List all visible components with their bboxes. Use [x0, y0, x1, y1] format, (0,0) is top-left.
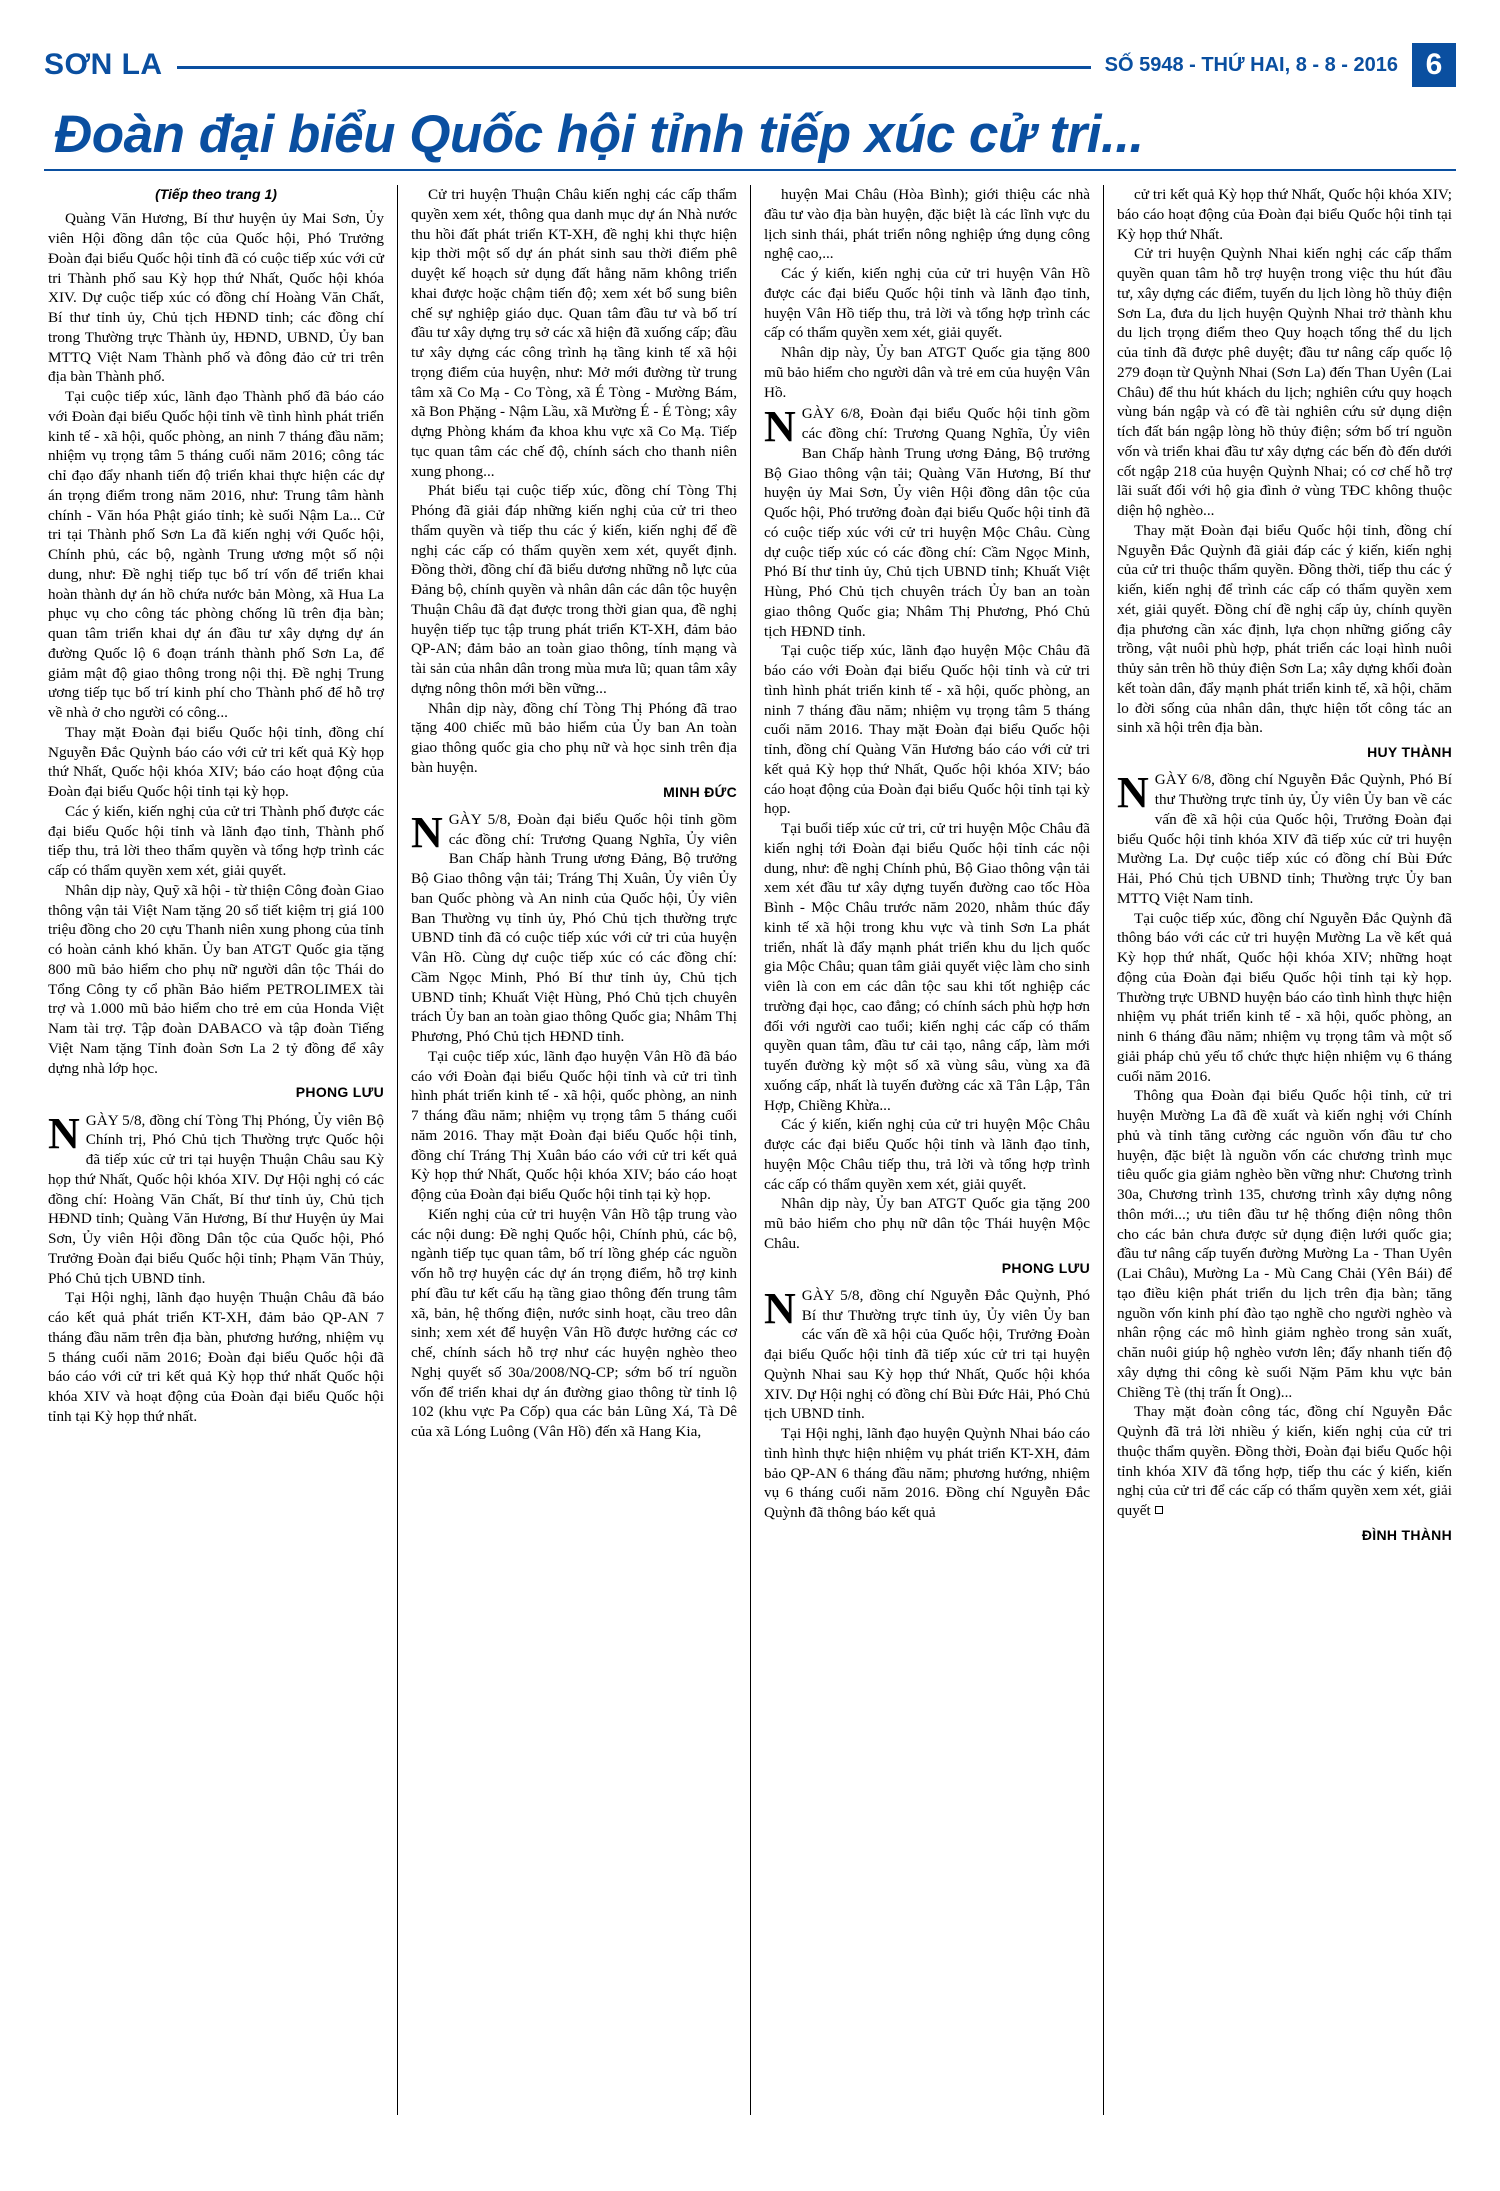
- paragraph: [764, 1194, 1090, 1253]
- article-lead-paragraph: [411, 807, 737, 1047]
- page-number: 6: [1412, 43, 1456, 87]
- paragraph-text: cử tri kết quả Kỳ họp thứ Nhất, Quốc hội khóa XIV; báo cáo hoạt động của Đoàn đại biểu Quốc hội tỉnh tại Kỳ họp thứ Nhất.: [1117, 186, 1452, 243]
- paragraph: [1117, 1086, 1452, 1402]
- headline-divider: [44, 169, 1456, 171]
- paragraph: [764, 343, 1090, 402]
- paragraph-text: Kiến nghị của cử tri huyện Vân Hồ tập trung vào các nội dung: Đề nghị Quốc hội, Chính phủ, các bộ, ngành tiếp tục quan tâm, bố trí lồng ghép các nguồn vốn hỗ trợ huyện các dự án trọng điểm, hỗ trợ kinh phí đầu tư kết cấu hạ tầng giao thông đến trung tâm xã, bản, hệ thống điện, nước sinh hoạt, cầu treo dân sinh; xem xét để huyện Vân Hồ được hưởng các cơ chế, chính sách hỗ trợ như các huyện nghèo theo Nghị quyết số 30a/2008/NQ-CP; sớm bố trí nguồn vốn để triển khai dự án đường giao thông từ tỉnh lộ 102 (khu vực Pa Cốp) qua các bản Lũng Xá, Tà Dê của xã Lóng Luông (Vân Hồ) đến xã Hang Kia,: [411, 1205, 737, 1441]
- paragraph: [1117, 521, 1452, 738]
- column-1: [44, 185, 397, 2115]
- article-byline: HUY THÀNH: [1367, 744, 1452, 761]
- column-4: [1103, 185, 1456, 2115]
- paragraph: [48, 209, 384, 387]
- column-2: [397, 185, 750, 2115]
- paragraph-text: GÀY 6/8, Đoàn đại biểu Quốc hội tỉnh gồm các đồng chí: Trương Quang Nghĩa, Ủy viên Ban Chấp hành Trung ương Đảng, Bộ trưởng Bộ Giao thông vận tải; Quàng Văn Hương, Bí thư huyện ủy Mai Sơn, Ủy viên Hội đồng dân tộc của Quốc hội, Phó trưởng đoàn đại biểu Quốc hội tỉnh đã có cuộc tiếp xúc với cử tri huyện Mộc Châu. Cùng dự cuộc tiếp xúc có các đồng chí: Cầm Ngọc Minh, Phó Bí thư tỉnh ủy, Chủ tịch UBND tỉnh; Khuất Việt Hùng, Phó Chủ tịch chuyên trách Ủy ban an toàn giao thông Quốc gia; Nhâm Thị Phương, Phó Chủ tịch HĐND tỉnh.: [764, 405, 1090, 640]
- drop-cap: N: [764, 402, 796, 452]
- masthead-divider: [177, 66, 1091, 69]
- article-lead-paragraph: [1117, 770, 1452, 908]
- paragraph-text: Nhân dịp này, Ủy ban ATGT Quốc gia tặng 800 mũ bảo hiểm cho người dân và trẻ em của huyện Vân Hồ.: [764, 344, 1090, 401]
- issue-info: SỐ 5948 - THỨ HAI, 8 - 8 - 2016: [1104, 53, 1398, 76]
- article-byline: PHONG LƯU: [1001, 1259, 1090, 1276]
- paragraph: [1117, 909, 1452, 1087]
- paragraph-text: Quàng Văn Hương, Bí thư huyện ủy Mai Sơn, Ủy viên Hội đồng dân tộc của Quốc hội, Phó Trưởng Đoàn đại biểu Quốc hội tỉnh đã có cuộc tiếp xúc với cử tri Thành phố sau Kỳ họp thứ Nhất, Quốc hội khóa XIV. Dự cuộc tiếp xúc có đồng chí Hoàng Văn Chất, Bí thư tỉnh ủy, Chủ tịch HĐND tỉnh; các đồng chí trong Thường trực Thành ủy, HĐND, UBND, Ủy ban MTTQ Việt Nam Thành phố và đông đảo cử tri trên địa bàn Thành phố.: [48, 210, 384, 386]
- drop-cap: N: [1117, 768, 1149, 818]
- paragraph: [764, 264, 1090, 343]
- article-byline: MINH ĐỨC: [663, 783, 737, 800]
- paragraph-text: GÀY 5/8, đồng chí Tòng Thị Phóng, Ủy viên Bộ Chính trị, Phó Chủ tịch Thường trực Quốc hội đã tiếp xúc cử tri tại huyện Thuận Châu sau Kỳ họp thứ Nhất, Quốc hội khóa XIV. Dự Hội nghị có các đồng chí: Hoàng Văn Chất, Bí thư tỉnh ủy, Chủ tịch HĐND tỉnh; Quàng Văn Hương, Bí thư Huyện ủy Mai Sơn, Ủy viên Hội đồng Dân tộc của Quốc hội, Phó Trưởng Đoàn đại biểu Quốc hội tỉnh; Phạm Văn Thủy, Phó Chủ tịch UBND tỉnh.: [48, 1111, 384, 1287]
- paragraph: [411, 481, 737, 698]
- paragraph-text: Phát biểu tại cuộc tiếp xúc, đồng chí Tòng Thị Phóng đã giải đáp những kiến nghị của cử tri theo thẩm quyền và tiếp thu các ý kiến, kiến nghị để đề nghị các cấp có thẩm quyền xem xét, quyết định. Đồng thời, đồng chí đã biểu dương những nỗ lực của Đảng bộ, chính quyền và nhân dân các dân tộc huyện Thuận Châu đã đạt được trong thời gian qua, đề nghị huyện tiếp tục tập trung phát triển KT-XH, đảm bảo QP-AN; đảm bảo an toàn giao thông, tính mạng và tài sản của nhân dân trong mùa mưa lũ; quan tâm xây dựng nông thôn mới bền vững...: [411, 482, 737, 697]
- continued-note: (Tiếp theo trang 1): [155, 186, 277, 203]
- article-columns: [44, 185, 1456, 2115]
- publication-title: SƠN LA: [44, 48, 163, 81]
- paragraph-text: Tại Hội nghị, lãnh đạo huyện Thuận Châu đã báo cáo kết quả phát triển KT-XH, đảm bảo QP-AN 7 tháng đầu năm trên địa bàn, phương hướng, nhiệm vụ 5 tháng cuối năm 2016; Đoàn đại biểu Quốc hội đã báo cáo với cử tri kết quả Kỳ họp thứ nhất Quốc hội khóa XIV và hoạt động của Đoàn đại biểu Quốc hội tỉnh tại Kỳ họp thứ nhất.: [48, 1289, 384, 1425]
- masthead: [44, 38, 1456, 92]
- paragraph-text: Nhân dịp này, đồng chí Tòng Thị Phóng đã trao tặng 400 chiếc mũ bảo hiểm của Ủy ban An toàn giao thông quốc gia cho phụ nữ và học sinh trên địa bàn huyện.: [411, 699, 737, 776]
- paragraph-text: Thay mặt Đoàn đại biểu Quốc hội tỉnh, đồng chí Nguyễn Đắc Quỳnh đã giải đáp các ý kiến, kiến nghị của cử tri thuộc thẩm quyền. Đồng thời, tiếp thu các ý kiến, kiến nghị để trình các cấp có thẩm quyền xem xét, giải quyết. Đồng chí đề nghị cấp ủy, chính quyền địa phương cần xác định, lựa chọn những giống cây trồng, vật nuôi phù hợp, phát triển các loại hình nuôi thủy sản trên hồ thủy điện Sơn La; xây dựng khối đoàn kết toàn dân, đẩy mạnh phát triển kinh tế, xã hội, chăm lo đời sống của nhân dân, thực hiện tốt công tác an sinh xã hội trên địa bàn.: [1117, 521, 1452, 737]
- paragraph-text: Cử tri huyện Quỳnh Nhai kiến nghị các cấp thẩm quyền quan tâm hỗ trợ huyện trong việc thu hút đầu tư, xây dựng các điểm, tuyến du lịch lòng hồ thủy điện Sơn La, đưa du lịch huyện Quỳnh Nhai trở thành khu du lịch trọng điểm theo Quy hoạch tổng thể du lịch của tỉnh đã được phê duyệt; đầu tư nâng cấp quốc lộ 279 đoạn từ Quỳnh Nhai (Sơn La) đến Than Uyên (Lai Châu) để thu hút khách du lịch; nghiên cứu quy hoạch vùng bán ngập và có đề tài nghiên cứu sử dụng diện tích đất bán ngập lòng hồ thủy điện; sớm bố trí nguồn vốn và triển khai đầu tư xây dựng các bến đò đến dưới cốt ngập 218 của huyện Quỳnh Nhai; có cơ chế hỗ trợ lãi suất đối với hộ gia đình ở vùng TĐC không thuộc diện hộ nghèo...: [1117, 245, 1452, 520]
- paragraph: [411, 699, 737, 778]
- paragraph-text: Các ý kiến, kiến nghị của cử tri huyện Mộc Châu được các đại biểu Quốc hội tỉnh và lãnh đạo tỉnh, huyện Mộc Châu tiếp thu, trả lời và tổng hợp trình các cấp có thẩm quyền xem xét, giải quyết.: [764, 1116, 1090, 1193]
- paragraph: [48, 881, 384, 1079]
- paragraph-text: Tại cuộc tiếp xúc, đồng chí Nguyễn Đắc Quỳnh đã thông báo với các cử tri huyện Mường La về kết quả Kỳ họp thứ nhất, Quốc hội khóa XIV; những hoạt động của Đoàn đại biểu Quốc hội tỉnh tại kỳ họp. Thường trực UBND huyện báo cáo tình hình thực hiện nhiệm vụ phát triển kinh tế - xã hội, quốc phòng, an ninh 6 tháng đầu năm; nhiệm vụ trọng tâm và một số giải pháp chủ yếu tổ chức thực hiện nhiệm vụ 6 tháng cuối năm 2016.: [1117, 909, 1452, 1085]
- paragraph: [48, 1288, 384, 1426]
- paragraph-text: Tại cuộc tiếp xúc, lãnh đạo huyện Vân Hồ đã báo cáo với Đoàn đại biểu Quốc hội tỉnh và cử tri tình hình phát triển kinh tế - xã hội, quốc phòng, an ninh 7 tháng đầu năm; nhiệm vụ trọng tâm 5 tháng cuối năm 2016. Thay mặt Đoàn đại biểu Quốc hội tỉnh, đồng chí Tráng Thị Xuân báo cáo với cử tri kết quả Kỳ họp thứ Nhất, Quốc hội khóa XIV; báo cáo hoạt động của Đoàn đại biểu Quốc hội tỉnh tại kỳ họp.: [411, 1047, 737, 1204]
- paragraph-text: Thay mặt đoàn công tác, đồng chí Nguyễn Đắc Quỳnh đã trả lời nhiều ý kiến, kiến nghị của cử tri thuộc thẩm quyền. Đồng thời, Đoàn đại biểu Quốc hội tỉnh khóa XIV đã tổng hợp, tiếp thu các ý kiến, kiến nghị của cử tri để các cấp có thẩm quyền xem xét, giải quyết: [1117, 1403, 1452, 1520]
- paragraph: [48, 802, 384, 881]
- paragraph: [411, 185, 737, 481]
- paragraph: [48, 387, 384, 723]
- paragraph-text: Các ý kiến, kiến nghị của cử tri huyện Vân Hồ được các đại biểu Quốc hội tỉnh và lãnh đạo tỉnh, huyện Vân Hồ tiếp thu, trả lời và tổng hợp trình các cấp có thẩm quyền xem xét, giải quyết.: [764, 265, 1090, 342]
- article-byline: PHONG LƯU: [295, 1084, 384, 1101]
- paragraph-text: Thông qua Đoàn đại biểu Quốc hội tỉnh, cử tri huyện Mường La đã đề xuất và kiến nghị với Chính phủ và tỉnh tăng cường các nguồn vốn đầu tư cho huyện, đặc biệt là nguồn vốn các chương trình mục tiêu quốc gia giảm nghèo bền vững như: Chương trình 30a, Chương trình 135, chương trình xây dựng nông thôn mới...; ưu tiên đầu tư hệ thống điện nông thôn cho các bản chưa được sử dụng điện lưới quốc gia; đầu tư nâng cấp tuyến đường Mường La - Than Uyên (Lai Châu), Mường La - Mù Cang Chải (Yên Bái) để tạo điều kiện phát triển du lịch trên địa bàn; tăng nguồn vốn kinh phí đào tạo nghề cho người nghèo và nhân rộng các mô hình giảm nghèo trong sản xuất, chăn nuôi giúp hộ nghèo vươn lên; đẩy nhanh tiến độ xây dựng thi công kè suối Nặm Păm khu vực bản Chiềng Tè (thị trấn Ít Ong)...: [1117, 1087, 1452, 1401]
- paragraph-text: Thay mặt Đoàn đại biểu Quốc hội tỉnh, đồng chí Nguyễn Đắc Quỳnh báo cáo với cử tri kết quả Kỳ họp thứ Nhất, Quốc hội khóa XIV; báo cáo hoạt động của Đoàn đại biểu Quốc hội tỉnh tại kỳ họp.: [48, 723, 384, 801]
- paragraph-text: Nhân dịp này, Ủy ban ATGT Quốc gia tặng 200 mũ bảo hiểm cho phụ nữ dân tộc Thái huyện Mộc Châu.: [764, 1195, 1090, 1252]
- paragraph-text: GÀY 5/8, Đoàn đại biểu Quốc hội tỉnh gồm các đồng chí: Trương Quang Nghĩa, Ủy viên Ban Chấp hành Trung ương Đảng, Bộ trưởng Bộ Giao thông vận tải; Tráng Thị Xuân, Ủy viên Ủy ban Quốc phòng và An ninh của Quốc hội, Ủy viên Ban Thường vụ tỉnh ủy, Phó Chủ tịch thường trực UBND tỉnh đã có cuộc tiếp xúc với cử tri của huyện Vân Hồ. Cùng dự cuộc tiếp xúc có các đồng chí: Cầm Ngọc Minh, Phó Bí thư tỉnh ủy, Chủ tịch UBND tỉnh; Khuất Việt Hùng, Phó Chủ tịch chuyên trách Ủy ban an toàn giao thông Quốc gia; Nhâm Thị Phương, Phó Chủ tịch HĐND tỉnh.: [411, 810, 737, 1046]
- paragraph: [764, 641, 1090, 819]
- drop-cap: N: [411, 807, 443, 857]
- article-lead-paragraph: [764, 404, 1090, 641]
- paragraph: [411, 1205, 737, 1442]
- article-lead-paragraph: [48, 1108, 384, 1289]
- paragraph: [764, 1424, 1090, 1523]
- drop-cap: N: [764, 1283, 796, 1333]
- paragraph: [1117, 244, 1452, 521]
- paragraph: [1117, 185, 1452, 244]
- paragraph-text: Tại cuộc tiếp xúc, lãnh đạo Thành phố đã báo cáo với Đoàn đại biểu Quốc hội tỉnh về tình hình phát triển kinh tế - xã hội, quốc phòng, an ninh 7 tháng đầu năm; nhiệm vụ trọng tâm 5 tháng cuối năm 2016; công tác chỉ đạo đẩy nhanh tiến độ triển khai thực hiện các dự án trọng điểm trong năm 2016, như: Trung tâm hành chính - Văn hóa Phật giáo tỉnh; kè suối Nậm La... Cử tri tại Thành phố Sơn La đã kiến nghị với Quốc hội, Chính phủ, các bộ, ngành Trung ương một số nội dung, như: Đề nghị tiếp tục bố trí vốn để triển khai hoàn thành dự án hồ chứa nước bản Mòng, xã Hua La phục vụ cho công tác phòng chống lũ trên địa bàn; quan tâm triển khai dự án đầu tư xây dựng dự án đường Quốc lộ 6 đoạn tránh thành phố Sơn La, để giảm mật độ giao thông trong nội thị. Đề nghị Trung ương tiếp tục bố trí kinh phí cho Thành phố để hỗ trợ về nhà ở cho người có công...: [48, 388, 384, 722]
- paragraph-text: Tại Hội nghị, lãnh đạo huyện Quỳnh Nhai báo cáo tình hình thực hiện nhiệm vụ phát triển KT-XH, đảm bảo QP-AN 6 tháng đầu năm; phương hướng, nhiệm vụ 6 tháng cuối năm 2016. Đồng chí Nguyễn Đắc Quỳnh đã thông báo kết quả: [764, 1425, 1090, 1522]
- paragraph: [764, 1115, 1090, 1194]
- paragraph-text: GÀY 5/8, đồng chí Nguyễn Đắc Quỳnh, Phó Bí thư Thường trực tỉnh ủy, Ủy viên Ủy ban các vấn đề xã hội của Quốc hội, Trưởng Đoàn đại biểu Quốc hội tỉnh đã tiếp xúc cử tri tại huyện Quỳnh Nhai sau Kỳ họp thứ Nhất, Quốc hội khóa XIV. Dự Hội nghị có đồng chí Bùi Đức Hải, Phó Chủ tịch UBND tỉnh.: [764, 1286, 1090, 1423]
- paragraph-text: Cử tri huyện Thuận Châu kiến nghị các cấp thẩm quyền xem xét, thông qua danh mục dự án Nhà nước thu hồi đất phát triển KT-XH, đề nghị khi thực hiện kịp thời một số dự án phát sinh sau thời điểm phê duyệt kế hoạch sử dụng đất hằng năm không triển khai được hoặc chậm tiến độ; xem xét bổ sung biên chế sự nghiệp giáo dục. Quan tâm đầu tư và bố trí đầu tư xây dựng trụ sở các xã hiện đã xuống cấp; đầu tư xây dựng các công trình hạ tầng kinh tế xã hội trọng điểm của huyện, như: Mở mới đường từ trung tâm xã Co Mạ - Co Tòng, xã É Tòng - Mường Bám, xã Bon Phặng - Nậm Lầu, xã Mường É - É Tòng; xây dựng Phòng khám đa khoa khu vực xã Co Mạ. Tiếp tục quan tâm các chế độ, chính sách cho thanh niên xung phong...: [411, 186, 738, 480]
- drop-cap: N: [48, 1108, 80, 1158]
- article-lead-paragraph: [764, 1283, 1090, 1424]
- paragraph-text: Các ý kiến, kiến nghị của cử tri Thành phố được các đại biểu Quốc hội tỉnh và lãnh đạo tỉnh, Thành phố tiếp thu, trả lời theo thẩm quyền và tổng hợp trình các cấp có thẩm quyền xem xét, giải quyết.: [48, 802, 384, 880]
- paragraph: [411, 1047, 737, 1205]
- paragraph-text: huyện Mai Châu (Hòa Bình); giới thiệu các nhà đầu tư vào địa bàn huyện, đặc biệt là các lĩnh vực du lịch sinh thái, phát triển nông nghiệp ứng dụng công nghệ cao,...: [764, 186, 1090, 263]
- paragraph-text: Tại cuộc tiếp xúc, lãnh đạo huyện Mộc Châu đã báo cáo với Đoàn đại biểu Quốc hội tỉnh và cử tri tình hình phát triển kinh tế - xã hội, quốc phòng, an ninh 7 tháng đầu năm; nhiệm vụ trọng tâm 5 tháng cuối năm 2016. Thay mặt Đoàn đại biểu Quốc hội tỉnh, đồng chí Quàng Văn Hương báo cáo với cử tri kết quả Kỳ họp thứ Nhất, Quốc hội khóa XIV; báo cáo hoạt động của Đoàn đại biểu Quốc hội tỉnh tại kỳ họp.: [764, 642, 1090, 818]
- paragraph-text: Tại buổi tiếp xúc cử tri, cử tri huyện Mộc Châu đã kiến nghị tới Đoàn đại biểu Quốc hội tỉnh các nội dung, như: đề nghị Chính phủ, Bộ Giao thông vận tải xem xét đầu tư xây dựng tuyến đường cao tốc Hòa Bình - Mộc Châu trước năm 2020, nhằm thúc đẩy kinh tế xã hội trong khu vực và tinh Sơn La phát triển, nhất là đẩy mạnh phát triển khu du lịch quốc gia Mộc Châu; quan tâm giải quyết việc làm cho sinh viên là con em các dân tộc sau khi tốt nghiệp các trường đại học, cao đẳng; có chính sách phù hợp hơn đối với người cao tuổi; kiến nghị các cấp có thẩm quyền quan tâm, đầu tư cải tạo, nâng cấp, làm mới tuyến đường kỳ một số xã vùng sâu, vùng xa đã xuống cấp, nhất là tuyến đường các xã Tân Lập, Tân Hợp, Chiềng Khừa...: [764, 820, 1090, 1114]
- paragraph-text: GÀY 6/8, đồng chí Nguyễn Đắc Quỳnh, Phó Bí thư Thường trực tỉnh ủy, Ủy viên Ủy ban về các vấn đề xã hội của Quốc hội, Trưởng Đoàn đại biểu Quốc hội tỉnh khóa XIV đã tiếp xúc cử tri huyện Mường La. Dự cuộc tiếp xúc có đồng chí Bùi Đức Hải, Phó Chủ tịch UBND tỉnh; Thường trực Ủy ban MTTQ Việt Nam tỉnh.: [1117, 771, 1452, 907]
- end-of-article-mark: [1155, 1506, 1163, 1514]
- paragraph: [764, 819, 1090, 1115]
- article-byline: ĐÌNH THÀNH: [1361, 1526, 1452, 1543]
- paragraph-text: Nhân dịp này, Quỹ xã hội - từ thiện Công đoàn Giao thông vận tải Việt Nam tặng 20 sổ tiết kiệm trị giá 100 triệu đồng cho 20 cựu Thanh niên xung phong của tỉnh có hoàn cảnh khó khăn. Ủy ban ATGT Quốc gia tặng 800 mũ bảo hiểm cho phụ nữ người dân tộc Thái do Tổng Công ty cổ phần Bảo hiểm PETROLIMEX tài trợ và 1.000 mũ bảo hiểm cho trẻ em của Honda Việt Nam tài trợ. Tập đoàn DABACO và tập đoàn Tiếng Việt Nam tặng Tỉnh đoàn Sơn La 2 tỷ đồng để xây dựng nhà lớp học.: [48, 881, 384, 1077]
- paragraph: [764, 185, 1090, 264]
- page-title: Đoàn đại biểu Quốc hội tỉnh tiếp xúc cử tri...: [54, 105, 1144, 164]
- paragraph: [48, 723, 384, 802]
- column-3: [750, 185, 1103, 2115]
- paragraph: [1117, 1402, 1452, 1521]
